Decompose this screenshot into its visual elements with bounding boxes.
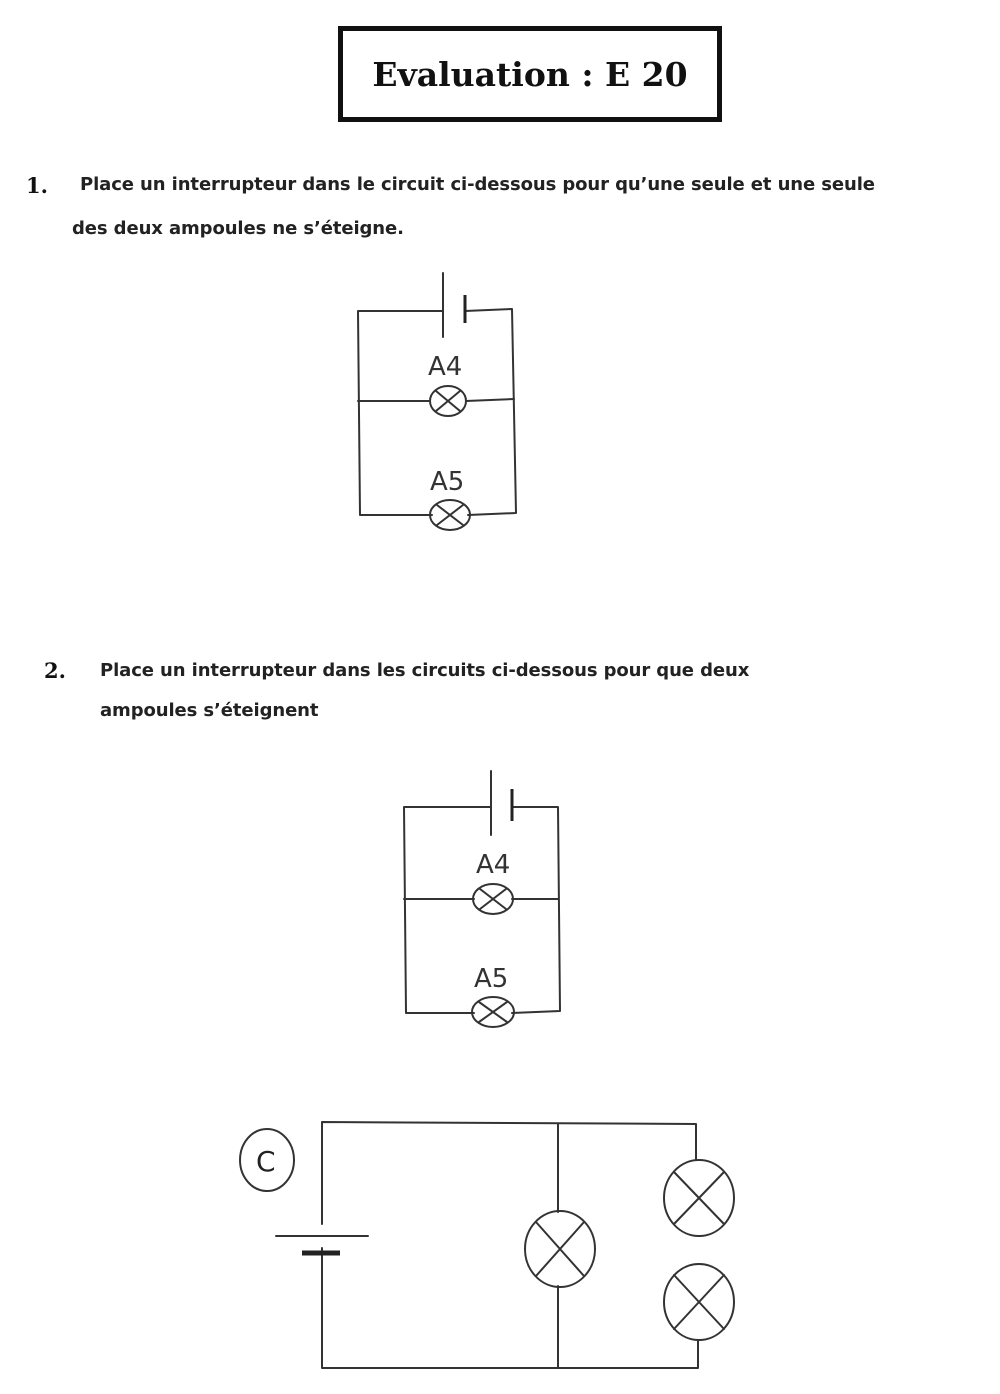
question-2-line-2: ampoules s’éteignent xyxy=(100,700,319,721)
circuit-2-lamp-a5 xyxy=(472,997,514,1027)
question-2-number: 2. xyxy=(44,658,66,683)
question-1-line-2: des deux ampoules ne s’éteigne. xyxy=(72,218,404,239)
circuit-1-diagram xyxy=(340,265,540,545)
circuit-2-top-wire-right xyxy=(512,807,560,1013)
circuit-1-top-wire-right xyxy=(465,309,516,515)
circuit-2-diagram xyxy=(388,765,588,1045)
title-box xyxy=(338,26,722,122)
circuit-2-label-a5: A5 xyxy=(474,964,509,994)
question-1-line-1: Place un interrupteur dans le circuit ci-dessous pour qu’une seule et une seule xyxy=(80,174,875,195)
circuit-c-bottom-wire xyxy=(322,1248,698,1368)
circuit-1-lamp-a4 xyxy=(430,386,466,416)
circuit-1-lamp-a5 xyxy=(430,500,470,530)
circuit-c-top-wire xyxy=(322,1122,696,1224)
question-1-number: 1. xyxy=(26,173,48,198)
circuit-1-label-a4: A4 xyxy=(428,352,463,382)
circuit-c-lamp-right-top xyxy=(664,1160,734,1236)
page-title: Evaluation : E 20 xyxy=(372,54,688,94)
circuit-2-lamp-a4 xyxy=(473,884,513,914)
circuit-c-lamp-middle xyxy=(525,1211,595,1287)
circuit-1-label-a5: A5 xyxy=(430,467,465,497)
circuit-c-lamp-right-bottom xyxy=(664,1264,734,1340)
circuit-c-label: C xyxy=(256,1145,276,1178)
circuit-c-diagram xyxy=(230,1100,750,1380)
question-2-line-1: Place un interrupteur dans les circuits ci-dessous pour que deux xyxy=(100,660,750,681)
circuit-1-middle-wire-right xyxy=(466,399,514,401)
circuit-2-label-a4: A4 xyxy=(476,850,511,880)
